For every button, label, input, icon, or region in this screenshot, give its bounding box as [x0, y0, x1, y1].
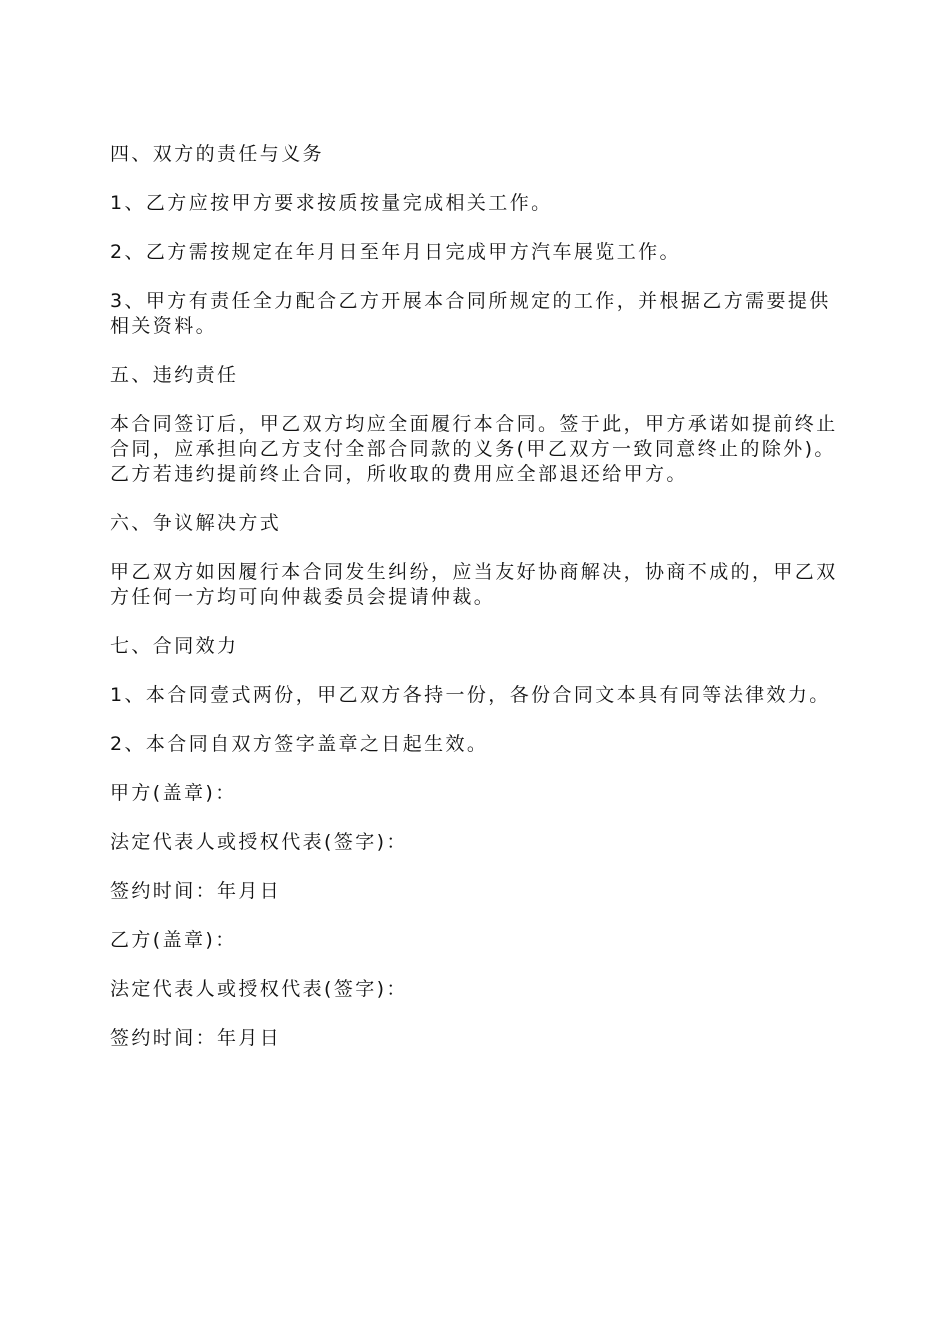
clause-7-1: 1、本合同壹式两份，甲乙双方各持一份，各份合同文本具有同等法律效力。 — [110, 684, 831, 706]
party-b-sign-date-line: 签约时间：年月日 — [110, 1027, 282, 1049]
clause-4-2: 2、乙方需按规定在年月日至年月日完成甲方汽车展览工作。 — [110, 241, 681, 263]
party-a-seal-line: 甲方(盖章)： — [110, 782, 237, 804]
clause-4-3: 3、甲方有责任全力配合乙方开展本合同所规定的工作，并根据乙方需要提供相关资料。 — [110, 290, 831, 337]
section-heading-breach: 五、违约责任 — [110, 364, 239, 386]
party-a-representative-line: 法定代表人或授权代表(签字)： — [110, 831, 408, 853]
document-body — [110, 142, 845, 1075]
clause-7-2: 2、本合同自双方签字盖章之日起生效。 — [110, 733, 489, 755]
clause-dispute-text: 甲乙双方如因履行本合同发生纠纷，应当友好协商解决，协商不成的，甲乙双方任何一方均可向仲裁委员会提请仲裁。 — [110, 561, 838, 608]
party-b-representative-line: 法定代表人或授权代表(签字)： — [110, 978, 408, 1000]
section-heading-responsibilities: 四、双方的责任与义务 — [110, 143, 325, 165]
party-b-seal-line: 乙方(盖章)： — [110, 929, 237, 951]
section-heading-dispute: 六、争议解决方式 — [110, 512, 282, 534]
clause-breach-text: 本合同签订后，甲乙双方均应全面履行本合同。签于此，甲方承诺如提前终止合同，应承担向乙方支付全部合同款的义务(甲乙双方一致同意终止的除外)。乙方若违约提前终止合同，所收取的费用应全部退还给甲方。 — [110, 413, 838, 485]
section-heading-validity: 七、合同效力 — [110, 635, 239, 657]
party-a-sign-date-line: 签约时间：年月日 — [110, 880, 282, 902]
clause-4-1: 1、乙方应按甲方要求按质按量完成相关工作。 — [110, 192, 553, 214]
